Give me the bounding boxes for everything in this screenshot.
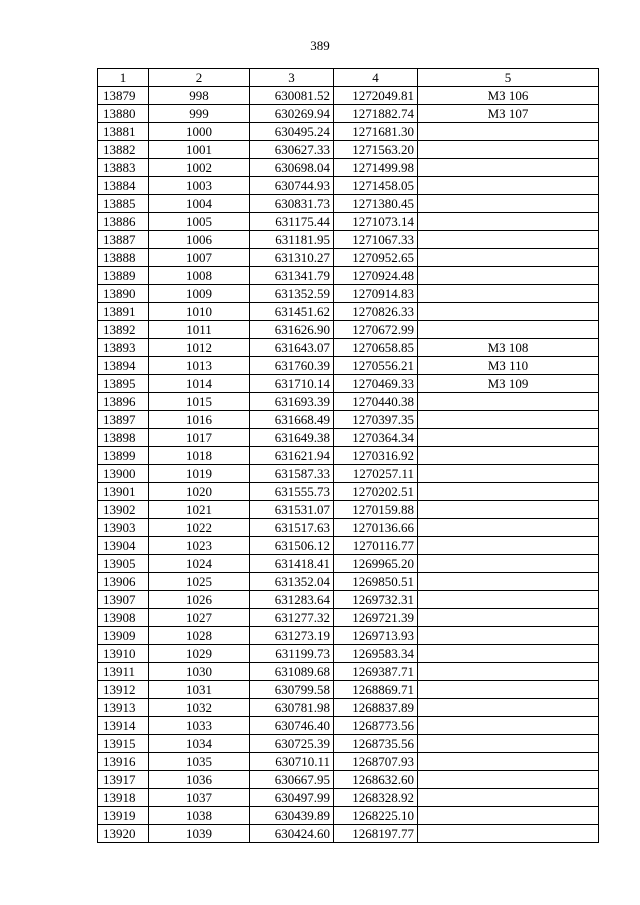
point-id-cell: 13884 bbox=[98, 177, 149, 195]
table-row bbox=[98, 627, 599, 645]
table-row bbox=[98, 465, 599, 483]
y-coordinate-cell: 1271073.14 bbox=[334, 213, 418, 231]
x-coordinate-cell: 630781.98 bbox=[250, 699, 334, 717]
number-cell: 1017 bbox=[149, 429, 250, 447]
number-cell: 1021 bbox=[149, 501, 250, 519]
point-id-cell: 13916 bbox=[98, 753, 149, 771]
note-cell bbox=[418, 285, 599, 303]
table-row bbox=[98, 339, 599, 357]
header-col-3: 3 bbox=[250, 69, 334, 87]
number-cell: 1013 bbox=[149, 357, 250, 375]
note-cell bbox=[418, 267, 599, 285]
y-coordinate-cell: 1268632.60 bbox=[334, 771, 418, 789]
point-id-cell: 13887 bbox=[98, 231, 149, 249]
y-coordinate-cell: 1270826.33 bbox=[334, 303, 418, 321]
point-id-cell: 13915 bbox=[98, 735, 149, 753]
x-coordinate-cell: 630746.40 bbox=[250, 717, 334, 735]
x-coordinate-cell: 631693.39 bbox=[250, 393, 334, 411]
number-cell: 1005 bbox=[149, 213, 250, 231]
note-cell bbox=[418, 249, 599, 267]
number-cell: 1022 bbox=[149, 519, 250, 537]
point-id-cell: 13890 bbox=[98, 285, 149, 303]
y-coordinate-cell: 1270556.21 bbox=[334, 357, 418, 375]
y-coordinate-cell: 1270397.35 bbox=[334, 411, 418, 429]
y-coordinate-cell: 1268773.56 bbox=[334, 717, 418, 735]
note-cell bbox=[418, 663, 599, 681]
number-cell: 1027 bbox=[149, 609, 250, 627]
point-id-cell: 13896 bbox=[98, 393, 149, 411]
point-id-cell: 13882 bbox=[98, 141, 149, 159]
note-cell bbox=[418, 699, 599, 717]
table-row bbox=[98, 537, 599, 555]
point-id-cell: 13893 bbox=[98, 339, 149, 357]
x-coordinate-cell: 631277.32 bbox=[250, 609, 334, 627]
x-coordinate-cell: 631310.27 bbox=[250, 249, 334, 267]
y-coordinate-cell: 1270658.85 bbox=[334, 339, 418, 357]
point-id-cell: 13891 bbox=[98, 303, 149, 321]
table-row bbox=[98, 789, 599, 807]
y-coordinate-cell: 1268869.71 bbox=[334, 681, 418, 699]
note-cell bbox=[418, 429, 599, 447]
number-cell: 999 bbox=[149, 105, 250, 123]
note-cell bbox=[418, 735, 599, 753]
number-cell: 1032 bbox=[149, 699, 250, 717]
number-cell: 1015 bbox=[149, 393, 250, 411]
y-coordinate-cell: 1269850.51 bbox=[334, 573, 418, 591]
point-id-cell: 13910 bbox=[98, 645, 149, 663]
number-cell: 1006 bbox=[149, 231, 250, 249]
x-coordinate-cell: 631643.07 bbox=[250, 339, 334, 357]
note-cell bbox=[418, 465, 599, 483]
number-cell: 1028 bbox=[149, 627, 250, 645]
note-cell bbox=[418, 825, 599, 843]
number-cell: 1038 bbox=[149, 807, 250, 825]
y-coordinate-cell: 1268328.92 bbox=[334, 789, 418, 807]
note-cell bbox=[418, 807, 599, 825]
x-coordinate-cell: 630710.11 bbox=[250, 753, 334, 771]
point-id-cell: 13917 bbox=[98, 771, 149, 789]
note-cell bbox=[418, 609, 599, 627]
x-coordinate-cell: 631626.90 bbox=[250, 321, 334, 339]
number-cell: 1023 bbox=[149, 537, 250, 555]
table-row bbox=[98, 213, 599, 231]
point-id-cell: 13901 bbox=[98, 483, 149, 501]
note-cell bbox=[418, 717, 599, 735]
point-id-cell: 13879 bbox=[98, 87, 149, 105]
header-col-2: 2 bbox=[149, 69, 250, 87]
y-coordinate-cell: 1271458.05 bbox=[334, 177, 418, 195]
number-cell: 1002 bbox=[149, 159, 250, 177]
y-coordinate-cell: 1269965.20 bbox=[334, 555, 418, 573]
point-id-cell: 13912 bbox=[98, 681, 149, 699]
y-coordinate-cell: 1271499.98 bbox=[334, 159, 418, 177]
number-cell: 1026 bbox=[149, 591, 250, 609]
y-coordinate-cell: 1270914.83 bbox=[334, 285, 418, 303]
note-cell bbox=[418, 681, 599, 699]
number-cell: 1033 bbox=[149, 717, 250, 735]
table-row bbox=[98, 573, 599, 591]
table-row bbox=[98, 105, 599, 123]
x-coordinate-cell: 631283.64 bbox=[250, 591, 334, 609]
note-cell bbox=[418, 231, 599, 249]
table-row bbox=[98, 483, 599, 501]
note-cell bbox=[418, 537, 599, 555]
y-coordinate-cell: 1270316.92 bbox=[334, 447, 418, 465]
note-cell bbox=[418, 753, 599, 771]
x-coordinate-cell: 631649.38 bbox=[250, 429, 334, 447]
point-id-cell: 13902 bbox=[98, 501, 149, 519]
x-coordinate-cell: 631710.14 bbox=[250, 375, 334, 393]
table-row bbox=[98, 141, 599, 159]
number-cell: 1014 bbox=[149, 375, 250, 393]
table-row bbox=[98, 177, 599, 195]
y-coordinate-cell: 1270952.65 bbox=[334, 249, 418, 267]
note-cell bbox=[418, 771, 599, 789]
point-id-cell: 13903 bbox=[98, 519, 149, 537]
table-row bbox=[98, 699, 599, 717]
note-cell bbox=[418, 411, 599, 429]
number-cell: 1037 bbox=[149, 789, 250, 807]
y-coordinate-cell: 1268837.89 bbox=[334, 699, 418, 717]
table-row bbox=[98, 771, 599, 789]
table-row bbox=[98, 375, 599, 393]
number-cell: 1000 bbox=[149, 123, 250, 141]
y-coordinate-cell: 1270440.38 bbox=[334, 393, 418, 411]
table-row bbox=[98, 87, 599, 105]
point-id-cell: 13907 bbox=[98, 591, 149, 609]
x-coordinate-cell: 631451.62 bbox=[250, 303, 334, 321]
number-cell: 1007 bbox=[149, 249, 250, 267]
table-row bbox=[98, 321, 599, 339]
note-cell bbox=[418, 555, 599, 573]
point-id-cell: 13880 bbox=[98, 105, 149, 123]
header-col-1: 1 bbox=[98, 69, 149, 87]
x-coordinate-cell: 631352.04 bbox=[250, 573, 334, 591]
table-row bbox=[98, 501, 599, 519]
y-coordinate-cell: 1271380.45 bbox=[334, 195, 418, 213]
number-cell: 1011 bbox=[149, 321, 250, 339]
x-coordinate-cell: 630269.94 bbox=[250, 105, 334, 123]
y-coordinate-cell: 1271563.20 bbox=[334, 141, 418, 159]
number-cell: 1025 bbox=[149, 573, 250, 591]
x-coordinate-cell: 631181.95 bbox=[250, 231, 334, 249]
point-id-cell: 13920 bbox=[98, 825, 149, 843]
number-cell: 1034 bbox=[149, 735, 250, 753]
point-id-cell: 13908 bbox=[98, 609, 149, 627]
y-coordinate-cell: 1272049.81 bbox=[334, 87, 418, 105]
x-coordinate-cell: 631668.49 bbox=[250, 411, 334, 429]
note-cell bbox=[418, 645, 599, 663]
note-cell: МЗ 109 bbox=[418, 375, 599, 393]
note-cell bbox=[418, 501, 599, 519]
x-coordinate-cell: 630495.24 bbox=[250, 123, 334, 141]
x-coordinate-cell: 630667.95 bbox=[250, 771, 334, 789]
x-coordinate-cell: 631531.07 bbox=[250, 501, 334, 519]
note-cell: МЗ 110 bbox=[418, 357, 599, 375]
x-coordinate-cell: 631506.12 bbox=[250, 537, 334, 555]
x-coordinate-cell: 630698.04 bbox=[250, 159, 334, 177]
number-cell: 1035 bbox=[149, 753, 250, 771]
number-cell: 1030 bbox=[149, 663, 250, 681]
x-coordinate-cell: 630497.99 bbox=[250, 789, 334, 807]
y-coordinate-cell: 1269583.34 bbox=[334, 645, 418, 663]
x-coordinate-cell: 630725.39 bbox=[250, 735, 334, 753]
note-cell bbox=[418, 393, 599, 411]
x-coordinate-cell: 630799.58 bbox=[250, 681, 334, 699]
x-coordinate-cell: 631352.59 bbox=[250, 285, 334, 303]
number-cell: 1012 bbox=[149, 339, 250, 357]
note-cell bbox=[418, 573, 599, 591]
point-id-cell: 13911 bbox=[98, 663, 149, 681]
point-id-cell: 13895 bbox=[98, 375, 149, 393]
y-coordinate-cell: 1270364.34 bbox=[334, 429, 418, 447]
table-row bbox=[98, 807, 599, 825]
note-cell: МЗ 108 bbox=[418, 339, 599, 357]
header-row bbox=[98, 69, 599, 87]
x-coordinate-cell: 630424.60 bbox=[250, 825, 334, 843]
table-row bbox=[98, 609, 599, 627]
point-id-cell: 13883 bbox=[98, 159, 149, 177]
y-coordinate-cell: 1270202.51 bbox=[334, 483, 418, 501]
number-cell: 1016 bbox=[149, 411, 250, 429]
x-coordinate-cell: 631760.39 bbox=[250, 357, 334, 375]
table-row bbox=[98, 663, 599, 681]
note-cell bbox=[418, 177, 599, 195]
header-col-4: 4 bbox=[334, 69, 418, 87]
point-id-cell: 13909 bbox=[98, 627, 149, 645]
table-row bbox=[98, 825, 599, 843]
table-row bbox=[98, 231, 599, 249]
x-coordinate-cell: 631555.73 bbox=[250, 483, 334, 501]
point-id-cell: 13889 bbox=[98, 267, 149, 285]
number-cell: 1020 bbox=[149, 483, 250, 501]
point-id-cell: 13905 bbox=[98, 555, 149, 573]
note-cell bbox=[418, 519, 599, 537]
point-id-cell: 13894 bbox=[98, 357, 149, 375]
point-id-cell: 13897 bbox=[98, 411, 149, 429]
y-coordinate-cell: 1270159.88 bbox=[334, 501, 418, 519]
y-coordinate-cell: 1269713.93 bbox=[334, 627, 418, 645]
y-coordinate-cell: 1270672.99 bbox=[334, 321, 418, 339]
y-coordinate-cell: 1269732.31 bbox=[334, 591, 418, 609]
table-row bbox=[98, 357, 599, 375]
number-cell: 1019 bbox=[149, 465, 250, 483]
number-cell: 1031 bbox=[149, 681, 250, 699]
y-coordinate-cell: 1270469.33 bbox=[334, 375, 418, 393]
note-cell bbox=[418, 321, 599, 339]
number-cell: 998 bbox=[149, 87, 250, 105]
number-cell: 1009 bbox=[149, 285, 250, 303]
note-cell bbox=[418, 213, 599, 231]
y-coordinate-cell: 1271882.74 bbox=[334, 105, 418, 123]
y-coordinate-cell: 1270924.48 bbox=[334, 267, 418, 285]
coordinates-table bbox=[97, 68, 599, 843]
point-id-cell: 13885 bbox=[98, 195, 149, 213]
number-cell: 1004 bbox=[149, 195, 250, 213]
number-cell: 1024 bbox=[149, 555, 250, 573]
table-row bbox=[98, 735, 599, 753]
number-cell: 1036 bbox=[149, 771, 250, 789]
x-coordinate-cell: 631621.94 bbox=[250, 447, 334, 465]
x-coordinate-cell: 630627.33 bbox=[250, 141, 334, 159]
table-row bbox=[98, 285, 599, 303]
x-coordinate-cell: 630081.52 bbox=[250, 87, 334, 105]
y-coordinate-cell: 1268197.77 bbox=[334, 825, 418, 843]
table-row bbox=[98, 591, 599, 609]
point-id-cell: 13919 bbox=[98, 807, 149, 825]
table-header bbox=[98, 69, 599, 87]
table-row bbox=[98, 555, 599, 573]
table-row bbox=[98, 429, 599, 447]
y-coordinate-cell: 1270136.66 bbox=[334, 519, 418, 537]
number-cell: 1010 bbox=[149, 303, 250, 321]
point-id-cell: 13904 bbox=[98, 537, 149, 555]
number-cell: 1003 bbox=[149, 177, 250, 195]
note-cell bbox=[418, 627, 599, 645]
x-coordinate-cell: 631517.63 bbox=[250, 519, 334, 537]
note-cell: МЗ 106 bbox=[418, 87, 599, 105]
number-cell: 1018 bbox=[149, 447, 250, 465]
x-coordinate-cell: 631418.41 bbox=[250, 555, 334, 573]
x-coordinate-cell: 631273.19 bbox=[250, 627, 334, 645]
note-cell: МЗ 107 bbox=[418, 105, 599, 123]
number-cell: 1008 bbox=[149, 267, 250, 285]
x-coordinate-cell: 630439.89 bbox=[250, 807, 334, 825]
y-coordinate-cell: 1270257.11 bbox=[334, 465, 418, 483]
x-coordinate-cell: 631341.79 bbox=[250, 267, 334, 285]
y-coordinate-cell: 1269721.39 bbox=[334, 609, 418, 627]
point-id-cell: 13914 bbox=[98, 717, 149, 735]
number-cell: 1039 bbox=[149, 825, 250, 843]
table-row bbox=[98, 645, 599, 663]
table-row bbox=[98, 447, 599, 465]
table-row bbox=[98, 681, 599, 699]
note-cell bbox=[418, 789, 599, 807]
y-coordinate-cell: 1270116.77 bbox=[334, 537, 418, 555]
page-number: 389 bbox=[310, 38, 330, 53]
x-coordinate-cell: 631199.73 bbox=[250, 645, 334, 663]
note-cell bbox=[418, 141, 599, 159]
point-id-cell: 13886 bbox=[98, 213, 149, 231]
y-coordinate-cell: 1269387.71 bbox=[334, 663, 418, 681]
table-body bbox=[98, 87, 599, 843]
note-cell bbox=[418, 195, 599, 213]
y-coordinate-cell: 1268735.56 bbox=[334, 735, 418, 753]
table-row bbox=[98, 123, 599, 141]
note-cell bbox=[418, 159, 599, 177]
point-id-cell: 13899 bbox=[98, 447, 149, 465]
point-id-cell: 13918 bbox=[98, 789, 149, 807]
number-cell: 1029 bbox=[149, 645, 250, 663]
point-id-cell: 13913 bbox=[98, 699, 149, 717]
table-row bbox=[98, 249, 599, 267]
table-row bbox=[98, 753, 599, 771]
note-cell bbox=[418, 123, 599, 141]
point-id-cell: 13898 bbox=[98, 429, 149, 447]
y-coordinate-cell: 1268225.10 bbox=[334, 807, 418, 825]
table-row bbox=[98, 519, 599, 537]
note-cell bbox=[418, 591, 599, 609]
y-coordinate-cell: 1268707.93 bbox=[334, 753, 418, 771]
x-coordinate-cell: 630831.73 bbox=[250, 195, 334, 213]
table-row bbox=[98, 159, 599, 177]
point-id-cell: 13881 bbox=[98, 123, 149, 141]
point-id-cell: 13888 bbox=[98, 249, 149, 267]
y-coordinate-cell: 1271067.33 bbox=[334, 231, 418, 249]
header-col-5: 5 bbox=[418, 69, 599, 87]
y-coordinate-cell: 1271681.30 bbox=[334, 123, 418, 141]
x-coordinate-cell: 631587.33 bbox=[250, 465, 334, 483]
x-coordinate-cell: 630744.93 bbox=[250, 177, 334, 195]
point-id-cell: 13906 bbox=[98, 573, 149, 591]
x-coordinate-cell: 631175.44 bbox=[250, 213, 334, 231]
table-row bbox=[98, 303, 599, 321]
table-row bbox=[98, 195, 599, 213]
note-cell bbox=[418, 483, 599, 501]
table-row bbox=[98, 267, 599, 285]
x-coordinate-cell: 631089.68 bbox=[250, 663, 334, 681]
note-cell bbox=[418, 447, 599, 465]
note-cell bbox=[418, 303, 599, 321]
table-row bbox=[98, 717, 599, 735]
table-row bbox=[98, 393, 599, 411]
number-cell: 1001 bbox=[149, 141, 250, 159]
point-id-cell: 13892 bbox=[98, 321, 149, 339]
table-row bbox=[98, 411, 599, 429]
point-id-cell: 13900 bbox=[98, 465, 149, 483]
